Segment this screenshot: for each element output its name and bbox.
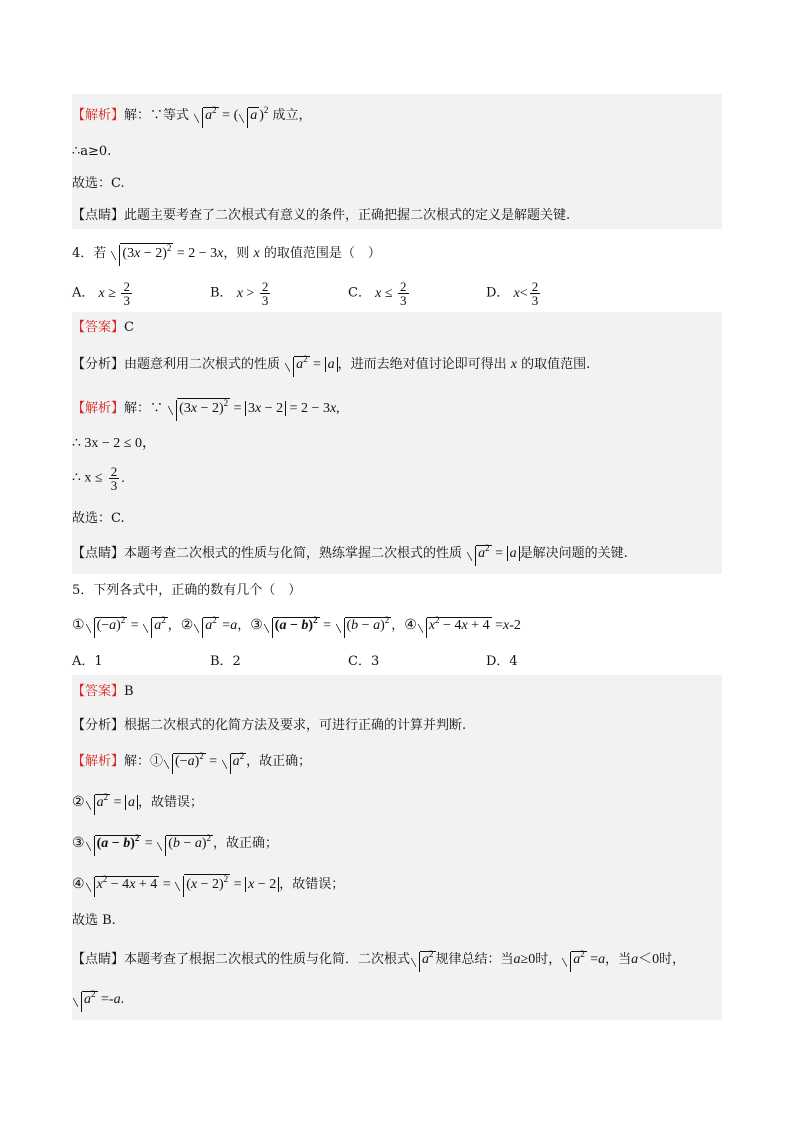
q5-option-b: B．2	[210, 654, 241, 669]
dianjing-tag: 【点睛】	[72, 208, 125, 223]
q5-option-c: C．3	[348, 654, 380, 669]
q4-dianjing: 【点睛】本题考查二次根式的性质与化简，熟练掌握二次根式的性质 $a^2 = a$ 是解决问题的关键.	[72, 544, 628, 564]
answer-tag: 【答案】	[72, 320, 125, 335]
q5-jiexi-1: 【解析】解：① $(-a)^2 = a^2$ ，故正确；	[72, 752, 311, 772]
q3-line-3: 故选：C.	[72, 176, 125, 191]
q4-answer: 【答案】C	[72, 320, 134, 335]
q5-dianjing: 【点睛】本题考查了根据二次根式的性质与化简．二次根式 $a^2$ 规律总结：当a≥0时， $a^2 =a$，当a＜0时，	[72, 950, 685, 970]
q4-solution-line-3: ∴ x ≤ $\frac{2}{3}$ .	[72, 464, 125, 493]
q5-options	[72, 652, 624, 672]
q4-solution-line-2: ∴ 3x − 2 ≤ 0，	[72, 436, 156, 451]
q4-jiexi: 【解析】解：∵ $(3x - 2)^2 = 3x - 2 = 2 - 3x$,	[72, 398, 340, 419]
jiexi-tag: 【解析】	[72, 108, 125, 123]
q5-option-d: D．4	[486, 654, 518, 669]
q5-jiexi-4: ④ $x^2 - 4x + 4 = (x - 2)^2 = x - 2$ ，故错误；	[72, 874, 344, 895]
q5-expressions: ① $(-a)^2 = a^2$ ，② $a^2 =a$，③ $(a - b)^2 = (b - a)^2$ ，④ $x^2 - 4x + 4 =x-2$	[72, 616, 521, 636]
q5-fenxi: 【分析】根据二次根式的化简方法及要求，可进行正确的计算并判断.	[72, 718, 467, 733]
q4-solution-line-4: 故选：C.	[72, 511, 125, 526]
q4-option-b: B． x > $\frac{2}{3}$	[210, 279, 269, 308]
q4-fenxi: 【分析】由题意利用二次根式的性质 $a^2 = a$ ，进而去绝对值讨论即可得出 x 的取值范围.	[72, 355, 590, 375]
q4-option-c: C． x ≤ $\frac{2}{3}$	[348, 279, 407, 308]
q4-options	[72, 280, 624, 307]
q4-stem: 4．若 $(3x - 2)^2 = 2 - 3x$，则 x 的取值范围是（ ）	[72, 243, 381, 264]
q4-option-d: D． x< $\frac{2}{3}$	[486, 279, 539, 308]
q5-stem: 5．下列各式中，正确的数有几个（ ）	[72, 583, 302, 598]
q3-line-2: ∴a≥0.	[72, 144, 112, 159]
q5-jiexi-3: ③ $(a - b)^2 = (b - a)^2$ ，故正确；	[72, 834, 278, 854]
solution-box-4	[72, 312, 722, 574]
q5-answer: 【答案】B	[72, 684, 134, 699]
q3-jiexi-line: 【解析】解：∵等式 $a^2$ = ( a )$^2$ 成立，	[72, 106, 312, 126]
q5-option-a: A．1	[72, 654, 103, 669]
q5-jiexi-2: ② $a^2 = a$ ，故错误；	[72, 793, 203, 813]
q3-dianjing-line: 【点睛】此题主要考查了二次根式有意义的条件，正确把握二次根式的定义是解题关键.	[72, 208, 571, 223]
q4-option-a: A． x ≥ $\frac{2}{3}$	[72, 279, 130, 308]
q5-dianjing-2: $a^2 =-a$.	[72, 990, 124, 1010]
q5-choose: 故选 B.	[72, 913, 116, 928]
